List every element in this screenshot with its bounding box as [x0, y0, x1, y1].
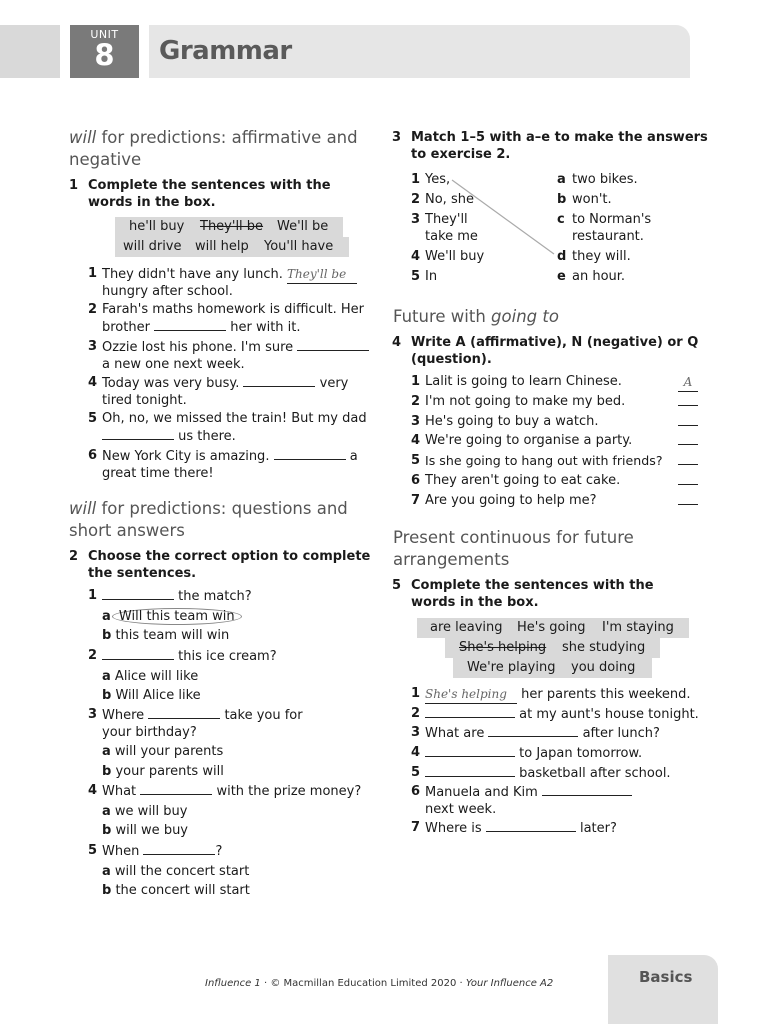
word-box-item: will help [195, 239, 249, 254]
handwritten-answer: She's helping [425, 686, 517, 704]
ex5-item [411, 784, 711, 820]
item-number: 1 [88, 588, 98, 603]
item-text: basketball after school. [519, 765, 671, 781]
ex4-item [411, 433, 698, 453]
ex4-item [411, 394, 698, 414]
answer-blank[interactable] [678, 433, 698, 445]
item-text: her parents this weekend. [521, 687, 691, 702]
option-text: will your parents [114, 744, 224, 759]
ex3-instruction [392, 129, 711, 163]
basics-tab-label: Basics [639, 968, 693, 986]
option-letter: a [102, 803, 111, 819]
word-box-item-crossed: They'll be [200, 219, 264, 234]
item-number: 3 [88, 707, 98, 722]
heading-em: will [69, 499, 97, 518]
word-box-item: He's going [517, 620, 586, 635]
ex4-instruction-text: Write A (affirmative), N (negative) or Q (question). [411, 335, 699, 367]
word-box-item: she studying [562, 640, 646, 655]
word-box-item: you doing [571, 660, 636, 675]
ex2-instruction-text: Choose the correct option to complete the sentences. [88, 549, 371, 581]
item-text: take you for [224, 708, 303, 723]
ex2-item [88, 783, 378, 840]
item-letter: a [557, 172, 566, 187]
item-text: Ozzie lost his phone. I'm sure [102, 340, 294, 355]
option-row[interactable] [102, 864, 378, 881]
ex1-item [88, 302, 378, 336]
footer-series: Your Influence A2 [465, 978, 554, 989]
ex3-instruction-text: Match 1–5 with a–e to make the answers to exercise 2. [411, 130, 708, 162]
item-number: 1 [88, 266, 98, 281]
item-text: ? [215, 844, 223, 859]
option-letter: a [102, 863, 111, 879]
item-text: They'll [425, 212, 468, 227]
ex4-number: 4 [392, 335, 402, 350]
item-text: restaurant. [572, 228, 644, 244]
match-left-item [411, 172, 551, 189]
item-text: Is she going to hang out with friends? [425, 453, 663, 469]
item-number: 3 [411, 212, 421, 227]
item-number: 1 [411, 374, 421, 389]
ex5-instruction [392, 577, 701, 611]
unit-label: UNIT [90, 28, 119, 41]
option-text: the concert will start [115, 883, 250, 898]
ex4-item [411, 473, 698, 493]
ex4-list [411, 374, 698, 513]
ex4-instruction [392, 334, 701, 368]
ex5-item [411, 686, 711, 706]
item-number: 5 [88, 843, 98, 858]
answer-blank[interactable] [678, 473, 698, 485]
answer-blank[interactable] [425, 745, 515, 757]
item-number: 6 [88, 448, 98, 463]
item-text: an hour. [572, 268, 626, 284]
item-text: after lunch? [582, 726, 660, 742]
item-text: Today was very busy. [102, 376, 240, 391]
item-text: tired tonight. [102, 392, 187, 408]
option-row[interactable] [102, 628, 378, 645]
option-row[interactable] [102, 764, 378, 781]
item-text: Farah's maths homework is difficult. Her [102, 302, 365, 317]
option-text: your parents will [115, 763, 224, 779]
match-right-item [557, 269, 707, 286]
item-number: 2 [88, 648, 98, 663]
ex4-item [411, 374, 698, 394]
answer-blank[interactable] [678, 493, 698, 505]
item-number: 6 [411, 784, 421, 800]
handwritten-answer: They'll be [287, 266, 357, 284]
item-number: 5 [411, 764, 421, 780]
answer-blank[interactable] [678, 414, 698, 426]
item-text: later? [579, 821, 617, 837]
ex5-word-box-row3 [453, 658, 652, 678]
answer-blank[interactable] [102, 588, 174, 600]
item-number: 6 [411, 472, 421, 488]
answer-blank[interactable] [425, 706, 515, 718]
ex2-number: 2 [69, 549, 79, 564]
option-text: Alice will like [114, 668, 199, 684]
option-row[interactable] [102, 609, 378, 626]
item-letter: b [557, 192, 567, 207]
item-text: us there. [178, 428, 236, 444]
answer-blank[interactable] [143, 843, 215, 855]
section-heading-will-questions [69, 498, 369, 542]
option-text: this team will win [115, 628, 230, 643]
ex1-item [88, 339, 378, 373]
option-letter: b [102, 883, 112, 898]
item-text: What are [425, 726, 485, 742]
section-heading-going-to [393, 306, 693, 328]
option-letter: b [102, 823, 112, 838]
item-text: Lalit is going to learn Chinese. [425, 374, 622, 389]
ex3-number: 3 [392, 130, 402, 145]
answer-blank[interactable] [140, 783, 212, 795]
item-text: great time there! [102, 465, 214, 481]
answer-blank[interactable] [102, 428, 174, 440]
item-letter: c [557, 212, 565, 227]
item-number: 2 [411, 192, 421, 207]
item-text: next week. [425, 801, 497, 817]
option-text: will the concert start [114, 863, 250, 879]
word-box-item: he'll buy [129, 219, 185, 234]
ex1-number: 1 [69, 178, 79, 193]
word-box-item: We're playing [467, 660, 556, 675]
word-box-item-crossed: She's helping [459, 640, 547, 655]
section-heading-present-continuous: Present continuous for future arrangements [393, 528, 634, 569]
item-number: 3 [411, 413, 421, 429]
ex2-item [88, 588, 378, 645]
heading-em: will [69, 128, 97, 147]
item-text: two bikes. [572, 172, 638, 187]
item-text: In [425, 268, 438, 284]
option-text: Will Alice like [115, 688, 201, 703]
ex4-item [411, 414, 698, 434]
heading-text: Future with [393, 307, 492, 326]
item-text: Where [102, 708, 145, 723]
header-left-block [0, 25, 60, 78]
item-text: they will. [572, 248, 631, 264]
ex1-word-box-row2 [115, 237, 349, 257]
item-number: 4 [411, 248, 421, 264]
heading-rest: for predictions: questions and short answers [69, 499, 348, 540]
item-text: Yes, [425, 172, 451, 187]
match-left-item [411, 269, 551, 286]
item-number: 3 [88, 339, 98, 354]
option-text: will we buy [115, 823, 189, 838]
ex5-word-box-row1 [417, 618, 689, 638]
item-number: 2 [411, 393, 421, 409]
item-number: 3 [411, 725, 421, 741]
ex5-number: 5 [392, 578, 402, 593]
item-text: Oh, no, we missed the train! But my dad [102, 411, 367, 426]
option-row[interactable] [102, 744, 378, 761]
item-text: I'm not going to make my bed. [425, 393, 626, 409]
item-text: this ice cream? [178, 649, 277, 664]
option-text: we will buy [114, 803, 188, 819]
word-box-item: are leaving [430, 620, 503, 635]
unit-badge [70, 25, 139, 78]
answer-blank[interactable] [678, 394, 698, 406]
option-row[interactable] [102, 669, 378, 686]
item-text: Where is [425, 821, 482, 837]
item-text: brother [102, 319, 150, 335]
answer-blank[interactable] [154, 319, 226, 331]
ex4-item [411, 453, 698, 473]
item-text: your birthday? [102, 724, 197, 740]
answer-blank[interactable] [678, 453, 698, 465]
option-row[interactable] [102, 823, 378, 840]
option-letter: b [102, 688, 112, 703]
answer-blank[interactable] [297, 339, 369, 351]
match-left-item [411, 192, 551, 209]
heading-rest: for predictions: affirmative and negative [69, 128, 358, 169]
item-text: her with it. [230, 319, 301, 335]
word-box-item: We'll be [277, 219, 329, 234]
match-right-item [557, 192, 707, 209]
footer-credit [205, 978, 553, 989]
ex5-item [411, 820, 711, 840]
item-text: take me [425, 228, 478, 244]
item-text: Are you going to help me? [425, 492, 597, 508]
item-text: When [102, 844, 140, 859]
item-number: 1 [411, 686, 421, 701]
ex2-item [88, 707, 378, 780]
footer-book: Influence 1 [205, 978, 261, 989]
item-number: 5 [411, 453, 421, 469]
ex5-instruction-text: Complete the sentences with the words in the box. [411, 578, 654, 610]
item-number: 1 [411, 172, 421, 187]
answer-blank[interactable] [486, 820, 576, 832]
item-text: to Japan tomorrow. [519, 746, 643, 762]
item-text: the match? [178, 589, 252, 604]
item-text: to Norman's [572, 212, 652, 227]
ex1-item [88, 411, 378, 445]
item-text: a [349, 449, 358, 464]
item-text: They aren't going to eat cake. [425, 472, 621, 488]
item-text: with the prize money? [216, 784, 362, 799]
match-right-item [557, 249, 707, 266]
answer-blank[interactable] [148, 707, 220, 719]
item-text: No, she [425, 192, 474, 207]
item-number: 4 [411, 745, 421, 761]
answer-blank[interactable] [488, 725, 578, 737]
item-number: 2 [411, 705, 421, 721]
answer-blank[interactable] [102, 648, 174, 660]
option-letter: b [102, 628, 112, 643]
ex1-instruction [69, 177, 378, 211]
ex4-item [411, 493, 698, 513]
option-letter: b [102, 763, 112, 779]
item-number: 4 [88, 783, 98, 798]
match-right-item [557, 212, 707, 245]
ex1-item [88, 375, 378, 409]
item-number: 2 [88, 302, 98, 317]
item-text: We'll buy [425, 248, 485, 264]
ex2-item [88, 648, 378, 705]
item-text: very [319, 376, 349, 391]
circled-option[interactable]: Will this team win [112, 608, 242, 625]
option-row[interactable] [102, 804, 378, 821]
item-number: 4 [411, 433, 421, 449]
item-text: What [102, 784, 137, 799]
item-number: 5 [88, 411, 98, 426]
option-letter: a [102, 608, 111, 624]
option-row[interactable] [102, 688, 378, 705]
ex5-item [411, 745, 711, 765]
item-text: won't. [572, 192, 612, 207]
match-left-list [411, 172, 551, 285]
item-text: a new one next week. [102, 356, 245, 372]
ex5-item [411, 706, 711, 726]
word-box-item: You'll have [264, 239, 334, 254]
item-text: Manuela and Kim [425, 785, 538, 801]
ex2-instruction [69, 548, 378, 582]
heading-em: going to [491, 307, 559, 326]
ex1-word-box-row1 [115, 217, 343, 237]
match-right-item [557, 172, 707, 189]
item-text: We're going to organise a party. [425, 433, 633, 449]
ex5-word-box-row2 [445, 638, 660, 658]
page-title: Grammar [159, 36, 292, 66]
answer-blank[interactable] [274, 448, 346, 460]
item-text: New York City is amazing. [102, 449, 270, 464]
item-number: 7 [411, 820, 421, 836]
ex5-list [411, 686, 711, 840]
item-letter: e [557, 268, 566, 284]
option-letter: a [102, 668, 111, 684]
footer-copyright: · © Macmillan Education Limited 2020 · [260, 978, 466, 989]
section-heading-will-affirmative [69, 127, 359, 171]
option-letter: a [102, 744, 111, 759]
unit-number: 8 [94, 38, 115, 72]
item-text: They didn't have any lunch. [102, 267, 283, 282]
match-left-item [411, 212, 551, 245]
word-box-item: will drive [123, 239, 182, 254]
item-number: 4 [88, 375, 98, 390]
handwritten-answer: A [678, 374, 698, 392]
item-number: 5 [411, 268, 421, 284]
word-box-item: I'm staying [602, 620, 674, 635]
item-text: He's going to buy a watch. [425, 413, 599, 429]
answer-blank[interactable] [243, 375, 315, 387]
item-text: at my aunt's house tonight. [519, 706, 699, 722]
item-text: hungry after school. [102, 283, 233, 299]
match-left-item [411, 249, 551, 266]
ex1-instruction-text: Complete the sentences with the words in the box. [88, 178, 331, 210]
header-bar [149, 25, 690, 78]
basics-tab [608, 955, 718, 1024]
match-right-list [557, 172, 707, 285]
item-letter: d [557, 248, 567, 264]
ex2-item [88, 843, 378, 900]
ex5-item [411, 725, 711, 745]
ex1-item [88, 448, 378, 482]
answer-blank[interactable] [425, 765, 515, 777]
option-row[interactable] [102, 883, 378, 900]
ex5-item [411, 765, 711, 785]
ex1-item [88, 266, 378, 300]
answer-blank[interactable] [542, 784, 632, 796]
item-number: 7 [411, 492, 421, 508]
